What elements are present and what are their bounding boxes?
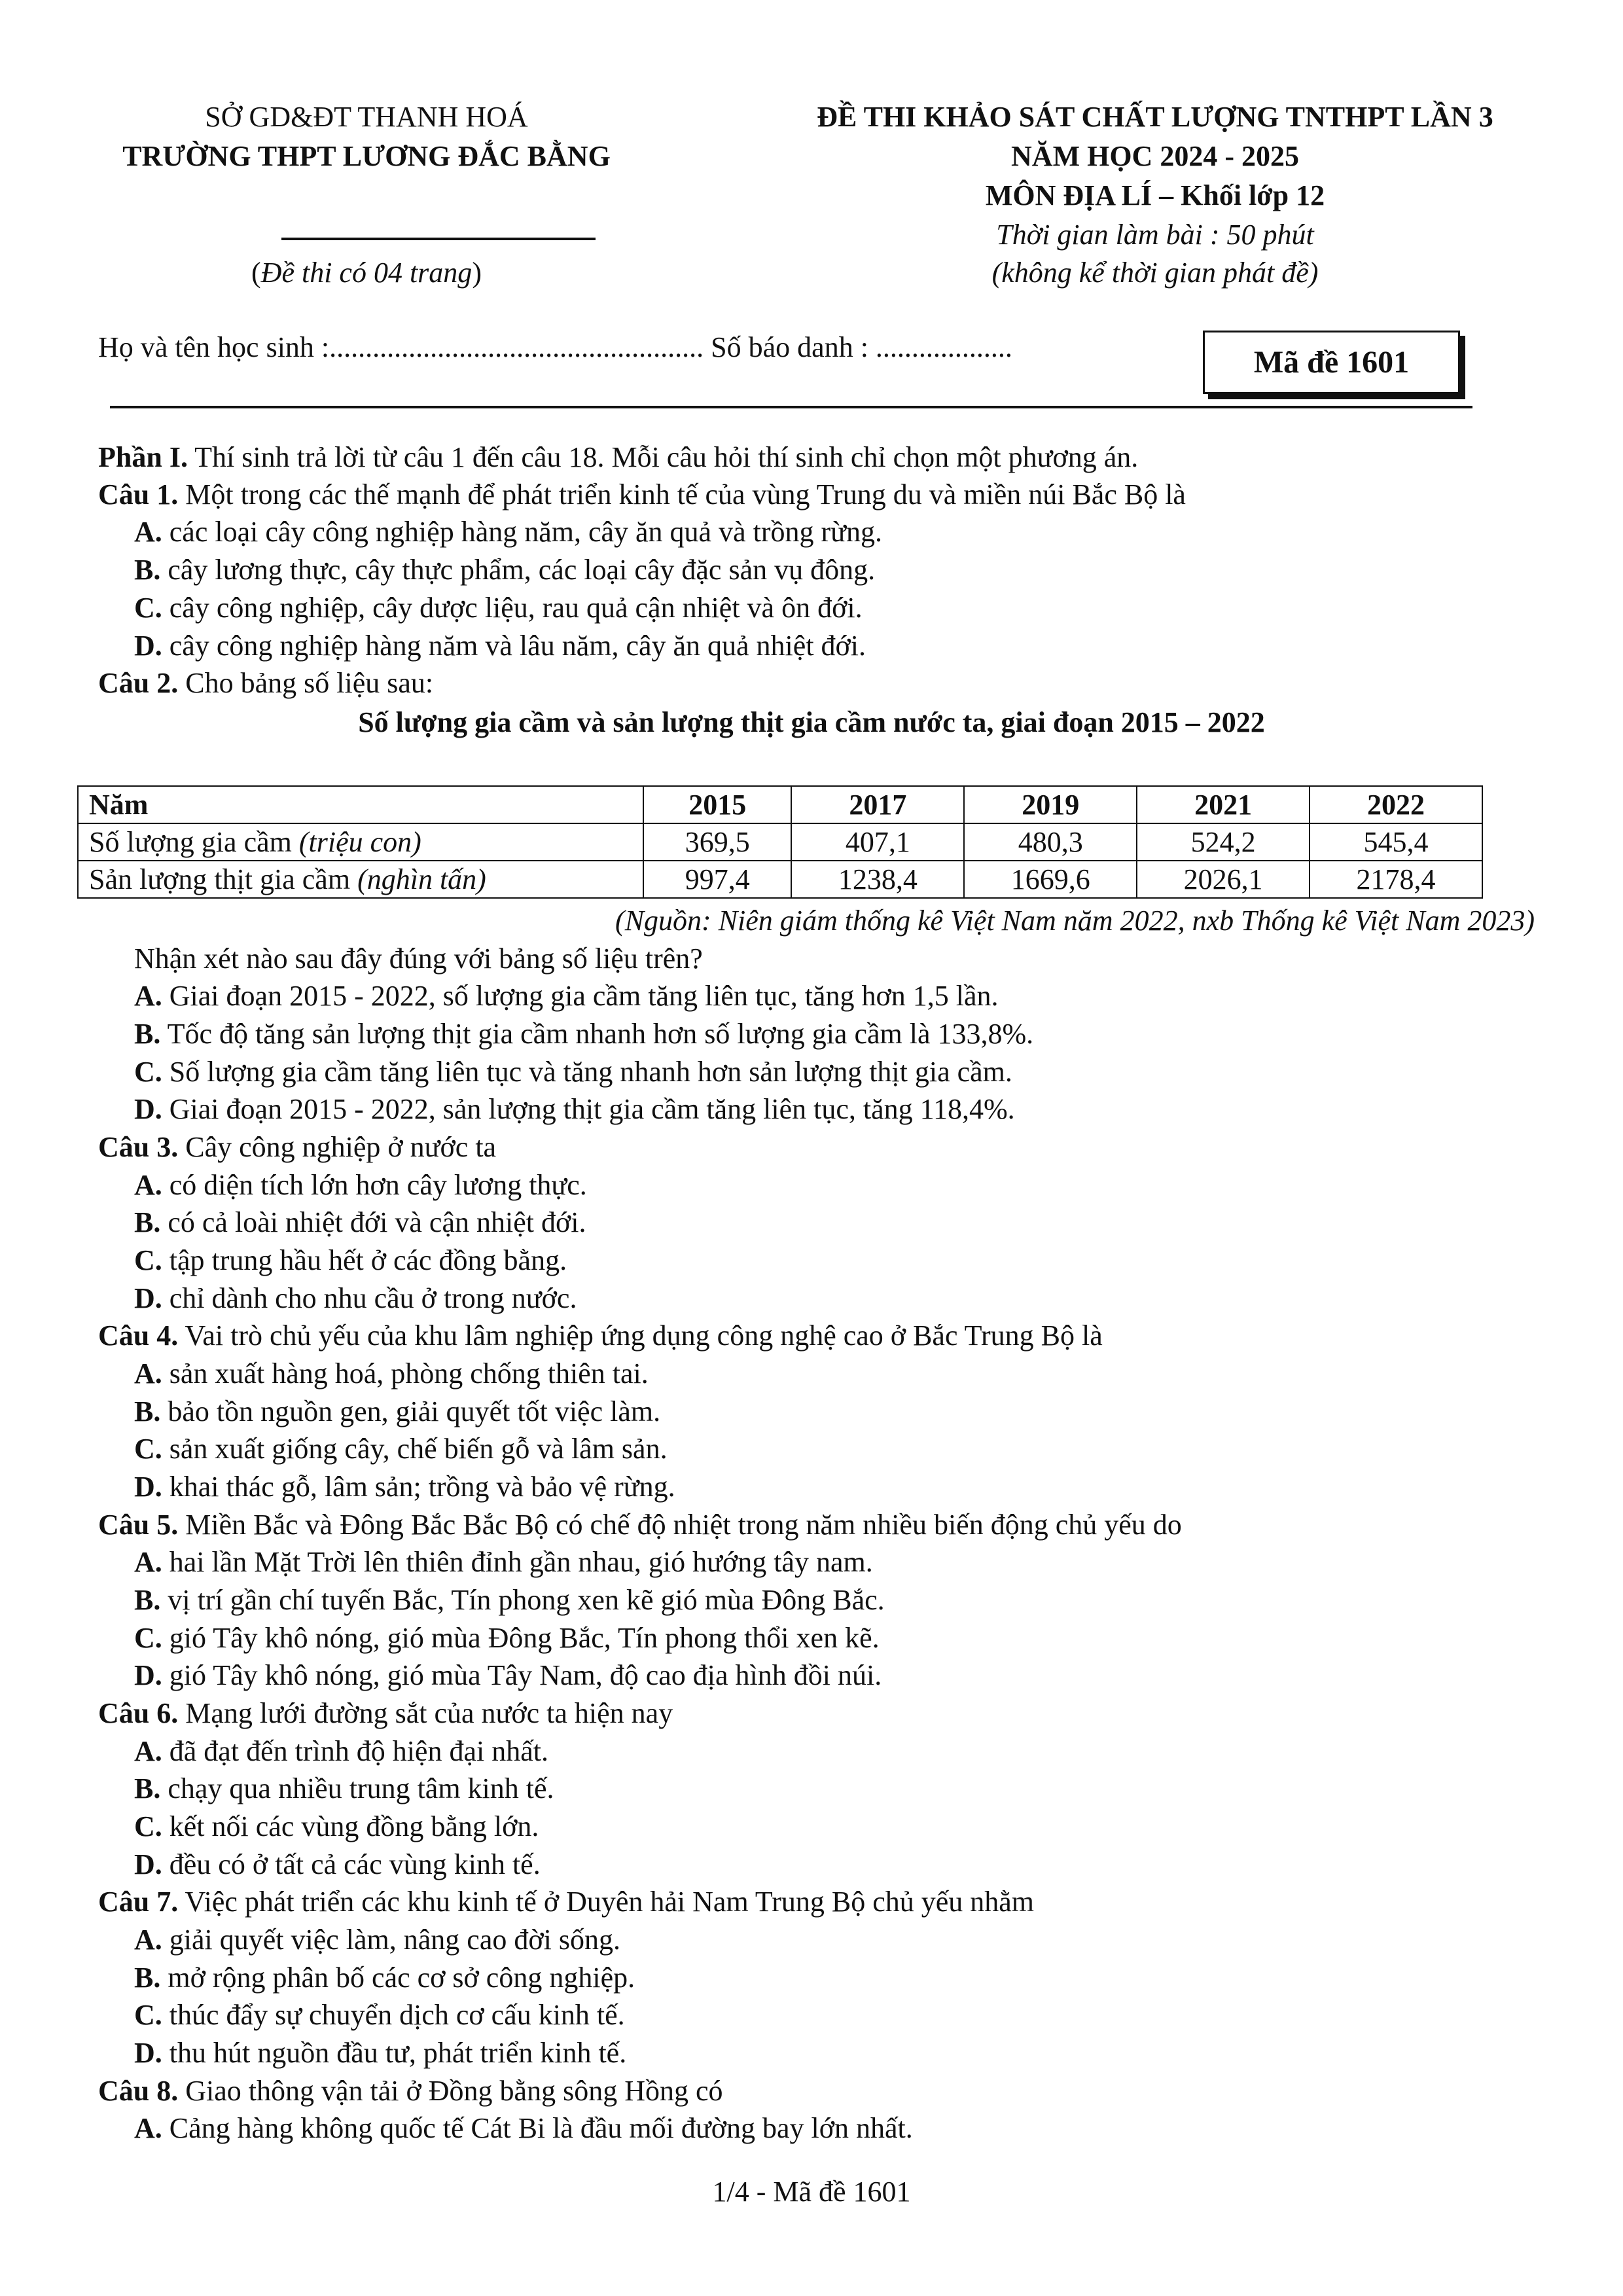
option-1d[interactable]: D. cây công nghiệp hàng năm và lâu năm, cây ăn quả nhiệt đới. (134, 630, 866, 662)
option-3b[interactable]: B. có cả loài nhiệt đới và cận nhiệt đới. (134, 1206, 586, 1238)
table-source: (Nguồn: Niên giám thống kê Việt Nam năm 2022, nxb Thống kê Việt Nam 2023) (615, 905, 1535, 937)
option-5d[interactable]: D. gió Tây khô nóng, gió mùa Tây Nam, độ cao địa hình đồi núi. (134, 1659, 882, 1691)
question-2-prompt: Nhận xét nào sau đây đúng với bảng số liệu trên? (134, 942, 703, 975)
school-year: NĂM HỌC 2024 - 2025 (1011, 140, 1299, 172)
option-7c[interactable]: C. thúc đẩy sự chuyển dịch cơ cấu kinh tế. (134, 1999, 625, 2031)
option-8a[interactable]: A. Cảng hàng không quốc tế Cát Bi là đầu mối đường bay lớn nhất. (134, 2112, 913, 2144)
table-cell: 2178,4 (1310, 861, 1482, 898)
table-cell: 545,4 (1310, 823, 1482, 861)
question-7: Câu 7. Việc phát triển các khu kinh tế ở Duyên hải Nam Trung Bộ chủ yếu nhằm (98, 1886, 1035, 1918)
question-4: Câu 4. Vai trò chủ yếu của khu lâm nghiệp ứng dụng công nghệ cao ở Bắc Trung Bộ là (98, 1319, 1103, 1352)
table-cell: 524,2 (1137, 823, 1310, 861)
option-1a[interactable]: A. các loại cây công nghiệp hàng năm, cây ăn quả và trồng rừng. (134, 516, 882, 548)
header-divider (281, 238, 596, 240)
option-6a[interactable]: A. đã đạt đến trình độ hiện đại nhất. (134, 1735, 548, 1767)
subject: MÔN ĐỊA LÍ – Khối lớp 12 (985, 179, 1325, 211)
school-name: TRƯỜNG THPT LƯƠNG ĐẮC BẰNG (122, 140, 611, 172)
table-cell: 369,5 (643, 823, 791, 861)
table-cell: 1669,6 (964, 861, 1137, 898)
option-4c[interactable]: C. sản xuất giống cây, chế biến gỗ và lâm sản. (134, 1433, 668, 1465)
option-5b[interactable]: B. vị trí gần chí tuyến Bắc, Tín phong xen kẽ gió mùa Đông Bắc. (134, 1584, 885, 1616)
option-6b[interactable]: B. chạy qua nhiều trung tâm kinh tế. (134, 1772, 554, 1804)
option-7d[interactable]: D. thu hút nguồn đầu tư, phát triển kinh tế. (134, 2037, 627, 2069)
option-2b[interactable]: B. Tốc độ tăng sản lượng thịt gia cầm nhanh hơn số lượng gia cầm là 133,8%. (134, 1018, 1034, 1050)
table-cell: 407,1 (791, 823, 964, 861)
question-6: Câu 6. Mạng lưới đường sắt của nước ta hiện nay (98, 1697, 673, 1729)
option-4a[interactable]: A. sản xuất hàng hoá, phòng chống thiên tai. (134, 1357, 649, 1390)
header-rule (110, 406, 1472, 408)
option-2a[interactable]: A. Giai đoạn 2015 - 2022, số lượng gia cầm tăng liên tục, tăng hơn 1,5 lần. (134, 980, 999, 1012)
option-5a[interactable]: A. hai lần Mặt Trời lên thiên đỉnh gần nhau, gió hướng tây nam. (134, 1546, 873, 1578)
exam-title: ĐỀ THI KHẢO SÁT CHẤT LƯỢNG TNTHPT LẦN 3 (817, 101, 1493, 133)
question-1: Câu 1. Một trong các thế mạnh để phát triển kinh tế của vùng Trung du và miền núi Bắc Bộ là (98, 478, 1186, 511)
question-3: Câu 3. Cây công nghiệp ở nước ta (98, 1131, 497, 1163)
row-label: Số lượng gia cầm (triệu con) (78, 823, 643, 861)
table-cell: 997,4 (643, 861, 791, 898)
part1-instruction: Phần I. Thí sinh trả lời từ câu 1 đến câu 18. Mỗi câu hỏi thí sinh chỉ chọn một phương án. (98, 441, 1139, 473)
option-4d[interactable]: D. khai thác gỗ, lâm sản; trồng và bảo vệ rừng. (134, 1471, 675, 1503)
table-row (78, 861, 1482, 898)
option-4b[interactable]: B. bảo tồn nguồn gen, giải quyết tốt việc làm. (134, 1395, 661, 1427)
page-count-note: (Đề thi có 04 trang) (251, 257, 482, 289)
table-header-cell: 2015 (643, 786, 791, 823)
option-5c[interactable]: C. gió Tây khô nóng, gió mùa Đông Bắc, Tín phong thổi xen kẽ. (134, 1622, 880, 1654)
table-header-row (78, 786, 1482, 823)
option-3d[interactable]: D. chỉ dành cho nhu cầu ở trong nước. (134, 1282, 577, 1314)
department-name: SỞ GD&ĐT THANH HOÁ (205, 101, 528, 133)
table-header-cell: 2017 (791, 786, 964, 823)
row-label: Sản lượng thịt gia cầm (nghìn tấn) (78, 861, 643, 898)
data-table (77, 785, 1483, 899)
option-2c[interactable]: C. Số lượng gia cầm tăng liên tục và tăng nhanh hơn sản lượng thịt gia cầm. (134, 1056, 1012, 1088)
exam-duration: Thời gian làm bài : 50 phút (996, 219, 1314, 251)
question-2: Câu 2. Cho bảng số liệu sau: (98, 667, 434, 699)
option-7a[interactable]: A. giải quyết việc làm, nâng cao đời sống. (134, 1924, 620, 1956)
duration-note: (không kể thời gian phát đề) (991, 257, 1319, 289)
table-header-cell: Năm (78, 786, 643, 823)
option-2d[interactable]: D. Giai đoạn 2015 - 2022, sản lượng thịt gia cầm tăng liên tục, tăng 118,4%. (134, 1093, 1015, 1125)
option-3a[interactable]: A. có diện tích lớn hơn cây lương thực. (134, 1169, 587, 1201)
option-1b[interactable]: B. cây lương thực, cây thực phẩm, các loại cây đặc sản vụ đông. (134, 554, 876, 586)
question-8: Câu 8. Giao thông vận tải ở Đồng bằng sông Hồng có (98, 2075, 723, 2107)
table-header-cell: 2019 (964, 786, 1137, 823)
table-title: Số lượng gia cầm và sản lượng thịt gia cầm nước ta, giai đoạn 2015 – 2022 (358, 706, 1265, 738)
option-6c[interactable]: C. kết nối các vùng đồng bằng lớn. (134, 1810, 539, 1842)
exam-code-box: Mã đề 1601 (1203, 331, 1460, 394)
table-header-cell: 2022 (1310, 786, 1482, 823)
table-cell: 1238,4 (791, 861, 964, 898)
option-7b[interactable]: B. mở rộng phân bố các cơ sở công nghiệp. (134, 1962, 635, 1994)
table-header-cell: 2021 (1137, 786, 1310, 823)
option-3c[interactable]: C. tập trung hầu hết ở các đồng bằng. (134, 1244, 567, 1276)
page-footer: 1/4 - Mã đề 1601 (712, 2176, 911, 2208)
table-row (78, 823, 1482, 861)
table-cell: 480,3 (964, 823, 1137, 861)
table-cell: 2026,1 (1137, 861, 1310, 898)
option-6d[interactable]: D. đều có ở tất cả các vùng kinh tế. (134, 1848, 541, 1880)
student-info-fields: Họ và tên học sinh :.................................................... Số báo danh : ................... (98, 331, 1012, 363)
option-1c[interactable]: C. cây công nghiệp, cây dược liệu, rau quả cận nhiệt và ôn đới. (134, 592, 863, 624)
question-5: Câu 5. Miền Bắc và Đông Bắc Bắc Bộ có chế độ nhiệt trong năm nhiều biến động chủ yếu do (98, 1509, 1182, 1541)
